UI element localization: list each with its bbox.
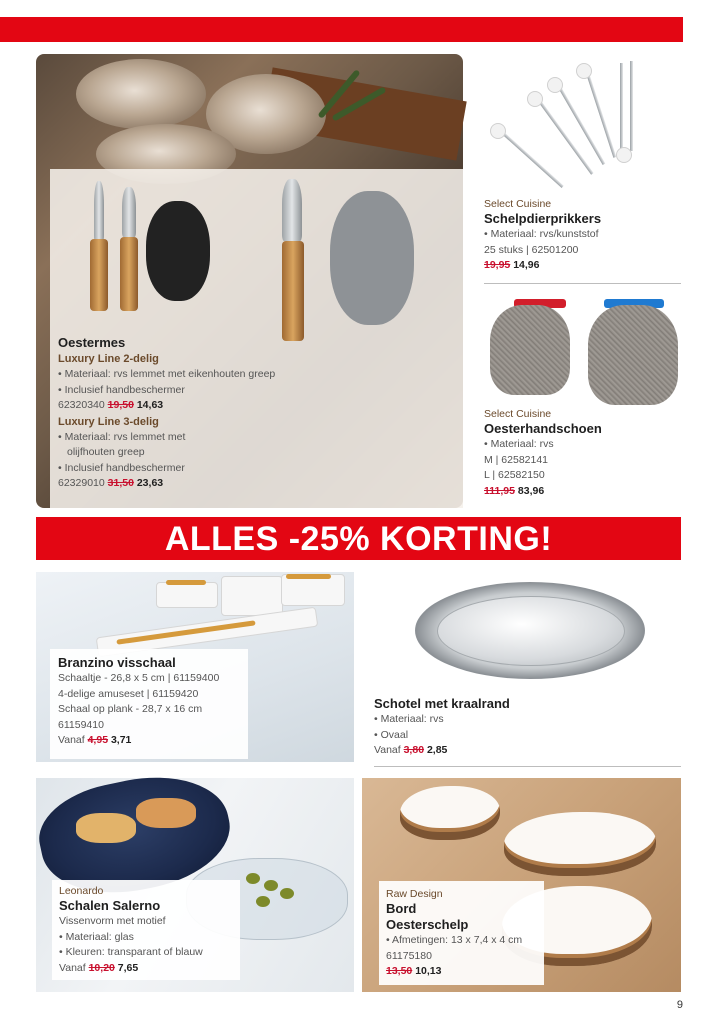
price-prefix: Vanaf [59,961,86,974]
oestermes-variant2-feature: • Inclusief handbeschermer [58,461,185,474]
old-price: 19,95 [484,259,511,271]
handschoen-line: • Materiaal: rvs [484,438,554,450]
old-price: 3,80 [403,744,425,756]
branzino-line: Schaaltje - 26,8 x 5 cm | 61159400 [58,672,220,684]
old-price: 4,95 [87,734,109,746]
new-price: 7,65 [117,961,139,974]
old-price: 31,50 [107,477,134,489]
product-code: 62329010 [58,477,105,489]
handschoen-line: M | 62582141 [484,453,549,466]
prikkers-title: Schelpdierprikkers [484,211,602,226]
salerno-line: • Materiaal: glas [59,930,134,943]
divider [484,283,681,284]
oestermes-variant2-feature: • Materiaal: rvs lemmet met [58,430,186,443]
oestermes-variant1-price-line [58,398,358,414]
discount-banner: ALLES -25% KORTING! [36,517,681,560]
prikkers-brand: Select Cuisine [484,198,552,210]
branzino-info [50,649,248,759]
old-price: 10,20 [88,961,115,974]
old-price: 13,50 [386,965,413,977]
divider [374,766,681,767]
bord-title-line2: Oesterschelp [386,917,469,932]
salerno-line: • Kleuren: transparant of blauw [59,946,203,958]
oestermes-variant1-name: Luxury Line 2-delig [58,353,159,365]
schotel-price-line [374,743,674,759]
branzino-title: Branzino visschaal [58,655,176,670]
prikkers-line: • Materiaal: rvs/kunststof [484,228,599,240]
handschoen-info [484,407,684,499]
oestermes-variant2-price-line [58,476,358,492]
oestermes-variant2-feature: olijfhouten greep [67,446,145,458]
branzino-line: Schaal op plank - 28,7 x 16 cm [58,703,203,715]
salerno-brand: Leonardo [59,885,104,897]
salerno-info [52,880,240,980]
top-red-bar [0,17,683,42]
price-prefix: Vanaf [374,744,401,756]
schotel-title: Schotel met kraalrand [374,696,510,711]
new-price: 10,13 [415,965,442,977]
salerno-price-line [59,961,233,977]
oyster-glove-photo [484,295,684,405]
schotel-line: • Materiaal: rvs [374,713,444,725]
new-price: 2,85 [426,744,448,756]
bord-line: • Afmetingen: 13 x 7,4 x 4 cm [386,934,523,946]
prikkers-info [484,197,684,274]
bord-info [379,881,544,985]
branzino-line: 61159410 [58,718,104,731]
oestermes-title: Oestermes [58,335,126,350]
new-price: 83,96 [517,484,545,497]
product-code: 62320340 [58,399,105,411]
price-prefix: Vanaf [58,734,85,746]
page-number: 9 [676,999,683,1011]
oestermes-info [58,335,358,492]
oestermes-variant1-feature: • Materiaal: rvs lemmet met eikenhouten greep [58,368,276,380]
handschoen-brand: Select Cuisine [484,408,552,420]
prikkers-price-line [484,258,684,274]
oval-plate-photo [415,582,645,679]
handschoen-price-line [484,484,684,500]
bord-brand: Raw Design [386,888,443,900]
old-price: 19,50 [107,399,134,411]
bord-line: 61175180 [386,949,432,962]
old-price: 111,95 [484,484,515,497]
branzino-price-line [58,733,240,749]
new-price: 3,71 [110,734,132,746]
shellfish-picks-photo [480,55,680,195]
bord-title-line1: Bord [386,901,417,916]
salerno-line: Vissenvorm met motief [59,915,166,927]
handschoen-title: Oesterhandschoen [484,421,602,436]
prikkers-line: 25 stuks | 62501200 [484,243,579,256]
salerno-title: Schalen Salerno [59,898,161,913]
schotel-line: • Ovaal [374,728,409,741]
oestermes-variant1-feature: • Inclusief handbeschermer [58,383,185,396]
branzino-line: 4-delige amuseset | 61159420 [58,687,199,700]
bord-price-line [386,964,537,980]
new-price: 14,63 [136,399,164,411]
handschoen-line: L | 62582150 [484,469,545,481]
new-price: 14,96 [513,259,540,271]
schotel-info [374,696,674,759]
oestermes-variant2-name: Luxury Line 3-delig [58,415,159,428]
new-price: 23,63 [136,477,164,489]
